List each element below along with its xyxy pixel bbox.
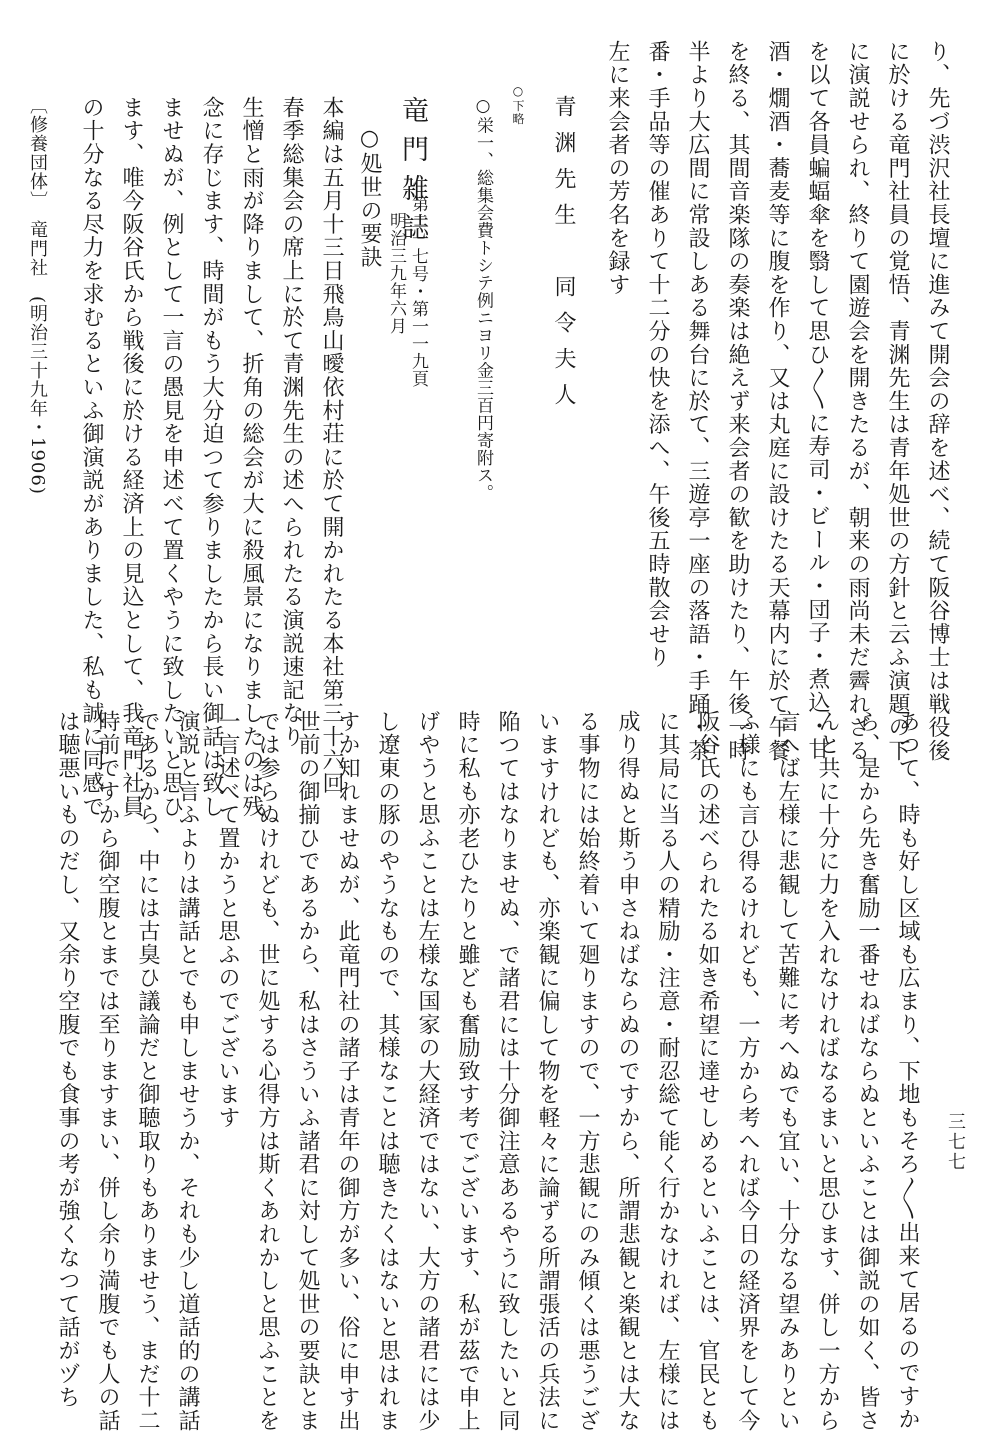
text-line: る事物には始終着いて廻りますので、一方悲観にのみ傾くは悪うござ xyxy=(575,710,600,1432)
body-line: 念に存じます、時間がもう大分迫つて参りましたから長い御話は致し xyxy=(199,96,224,819)
body-line: の十分なる尽力を求むるといふ御演説がありました、私も誠に同感で xyxy=(79,96,104,819)
text-line: 酒・燗酒・蕎麦等に腹を作り、又は丸庭に設けたる天幕内に於て午餐 xyxy=(765,40,790,763)
text-line: すか知れませぬが、此竜門社の諸子は青年の御方が多い、俗に申す出 xyxy=(335,710,360,1432)
text-line: し遼東の豚のやうなもので、其様なことは聴きたくはないと思はれま xyxy=(375,710,400,1432)
text-line: 陥つてはなりませぬ、で諸君には十分御注意あるやうに致したいと同 xyxy=(495,710,520,1432)
body-line: 生憎と雨が降りまして、折角の総会が大に殺風景になりましたのは残 xyxy=(239,96,264,819)
text-line: げやうと思ふことは左様な国家の大経済ではない、大方の諸君には少 xyxy=(415,710,440,1432)
text-line: に演説せられ、終りて園遊会を開きたるが、朝来の雨尚未だ霽れざる xyxy=(845,40,870,763)
text-line: り、先づ渋沢社長壇に進みて開会の辞を述べ、続て阪谷博士は戦役後 xyxy=(925,40,950,763)
text-line: ら、是から先き奮励一番せねばならぬといふことは御説の如く、皆さ xyxy=(855,710,880,1432)
text-line: んと共に十分に力を入れなければなるまいと思ひます、併し一方から xyxy=(815,710,840,1432)
text-line: であるから、中には古臭ひ議論だと御聴取りもありませう、まだ十二 xyxy=(135,710,160,1432)
attendees-line: 青渊先生 同令夫人 xyxy=(551,95,576,419)
text-line: 時前ですから御空腹とまでは至りますまい、併し余り満腹でも人の話 xyxy=(95,710,120,1432)
donation-note: ○栄一、総集会費トシテ例ニヨリ金三百円寄附ス。 xyxy=(473,96,493,502)
text-line: あつて、時も好し区域も広まり、下地もそろ〳〵出来て居るのですか xyxy=(895,710,920,1431)
journal-reference-issue: 第二一七号・第一一九頁 xyxy=(408,195,428,388)
text-line: 阪谷氏の述べられたる如き希望に達せしめるといふことは、官民とも xyxy=(695,710,720,1432)
running-footer: 〔修養団体〕 竜門社 (明治三十九年・1906) xyxy=(27,96,48,495)
text-line: 一言述べて置かうと思ふのでございます xyxy=(215,710,240,1130)
body-line: ます、唯今阪谷氏から戦後に於ける経済上の見込として、我竜門社員 xyxy=(119,96,144,819)
text-line: 世前の御揃ひであるから、私はさういふ諸君に対して処世の要訣とま xyxy=(295,710,320,1432)
omission-note: ○下略 xyxy=(511,84,525,126)
body-line: ませぬが、例として一言の愚見を申述べて置くやうに致したいと思ひ xyxy=(159,96,184,819)
text-line: いますけれども、亦楽観に偏して物を軽々に論ずる所謂張活の兵法に xyxy=(535,710,560,1432)
text-line: 時に私も亦老ひたりと雖ども奮励致す考でございます、私が茲で申上 xyxy=(455,710,480,1432)
text-line: では参らぬけれども、世に処する心得方は斯くあれかしと思ふことを xyxy=(255,710,280,1432)
journal-reference-date: 明治三九年六月 xyxy=(386,212,406,335)
section-title: ○処世の要訣 xyxy=(357,126,382,269)
text-line: ふ様にも言ひ得るけれども、一方から考へれば今日の経済界をして今 xyxy=(735,710,760,1432)
text-line: に其局に当る人の精励・注意・耐忍総て能く行かなければ、左様には xyxy=(655,710,680,1432)
text-line: 番・手品等の催ありて十二分の快を添へ、午後五時散会せり xyxy=(645,40,670,670)
preface-line: 本編は五月十三日飛鳥山曖依村荘に於て開かれたる本社第三十六回 xyxy=(319,96,344,795)
text-line: 左に来会者の芳名を録す xyxy=(605,40,630,297)
page-number: 三七七 xyxy=(945,1112,966,1172)
text-line: 言へば左様に悲観して苦難に考へぬでも宜い、十分なる望みありとい xyxy=(775,710,800,1432)
text-line: は聴悪いものだし、又余り空腹でも食事の考が強くなつて話がヅち xyxy=(55,710,80,1409)
text-line: 演説と言ふよりは講話とでも申しませうか、それも少し道話的の講話 xyxy=(175,710,200,1432)
text-line: に於ける竜門社員の覚悟、青渊先生は青年処世の方針と云ふ演題の下 xyxy=(885,40,910,763)
text-line: 半より大広間に常設しある舞台に於て、三遊亭一座の落語・手踊・茶 xyxy=(685,40,710,763)
journal-title: 竜門雑誌 xyxy=(397,96,428,252)
text-line: 成り得ぬと斯う申さねばならぬのですから、所謂悲観と楽観とは大な xyxy=(615,710,640,1432)
preface-line: 春季総集会の席上に於て青渊先生の述へられたる演説速記なり xyxy=(279,96,304,749)
text-line: を以て各員蝙蝠傘を翳して思ひ〳〵に寿司・ビール・団子・煮込・甘 xyxy=(805,40,830,761)
text-line: を終る、其間音楽隊の奏楽は絶えず来会者の歓を助けたり、午後一時 xyxy=(725,40,750,763)
